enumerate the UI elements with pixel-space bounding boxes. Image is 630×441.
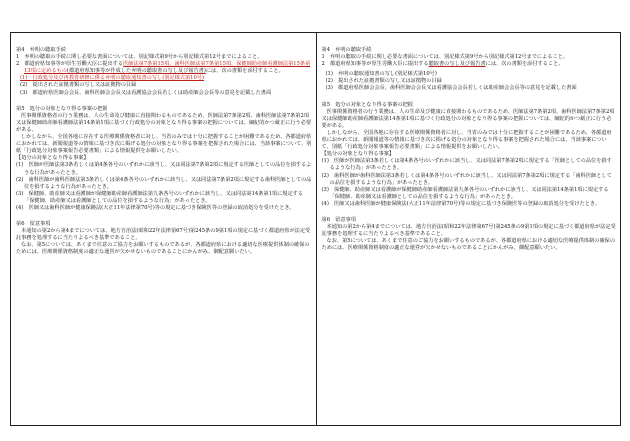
current-column xyxy=(316,33,621,425)
section-6-para-2: なお、第5については、あくまで任意のご協力をお願いするものであるが、各都道府県における適切な医療提供体制の確保のためには、医療関係資格制度の適正な運営が欠かせないものであることにかんがみ、御配意願いたい。 xyxy=(321,238,616,252)
section-5-item-3: (3) 保健師、助産師又は看護師が保健師助産師看護師法第九条各号のいずれかに該当し、又は同法第14条第1項に規定する「保健師、助産師又は看護師としての品位を損するような行為」があったとき。 xyxy=(321,186,609,200)
section-5-item-2: (2) 歯科医師が歯科医師法第3条若しくは第4条各号のいずれかに該当し、又は同法第7条第2項に規定する「歯科医師としての品位を損するような行為」があったとき。 xyxy=(321,172,612,186)
comparison-table xyxy=(10,32,621,426)
section-5-box-heading: 【処分の対象となり得る事案】 xyxy=(321,151,395,158)
section-4-item-2: (2) 提出された証拠書類の写し又は証拠物の目録 xyxy=(20,82,137,89)
section-5-title: 第5 処分の対象となり得る事案の把握 xyxy=(16,105,108,112)
section-5-box-heading: 【処分の対象となり得る事案】 xyxy=(16,155,89,162)
section-6-title: 第6 留意事項 xyxy=(321,216,356,223)
section-5-para-1: 医事関係資格者の行う業務は、人の生命及び健康に直接関わるものであるため、医師法第7条第2項、歯科医師法第7条第2項又は保健師助産師看護師法第14条第1項に基づく行政処分の対象となり得る事案の把握については、綱紀的かつ厳正に行う必要がある。 xyxy=(321,108,615,129)
section-4-item-1: (1) 弁明の聴取通知書の写し(別記様式第10号) xyxy=(325,71,437,78)
section-5-item-4: (4) 医師又は歯科医師が健康保険法(大正11年法律第70号)等の規定に基づき保険医等の登録の取消処分を受けたとき。 xyxy=(321,200,601,207)
section-4-title: 第4 弁明の聴取手続 xyxy=(321,47,372,53)
amended-text-2: (都道府県知事等が作成した弁明の聴取書の写し及び報告書) xyxy=(66,68,206,75)
section-4-item-3: (3) 都道府県医師会会長、歯科医師会会長又は看護協会会長若しくは助産師会会長等の意見を記載した書面 xyxy=(20,89,272,96)
section-5-item-4: (4) 医師又は歯科医師が健康保険法(大正11年法律第70号)等の規定に基づき保険医等の登録の取消処分を受けたとき。 xyxy=(16,204,295,211)
section-5-title: 第5 処分の対象となり得る事案の把握 xyxy=(321,101,413,108)
section-4-para-2: 2 都道府県知事等が厚生労働大臣に提出する医師法第7条第15項、歯科医師法第7条第15項、保健師助産師看護師法第15条第13項に定めるもの(都道府県知事等が作成した弁明の聴取書の写し及び報告書)には、次の書類を添付すること。 xyxy=(16,61,311,75)
section-4-para-1: 1 弁明の聴取の手続に関し必要な書面については、別記様式第9号から別記様式第12号までによること。 xyxy=(16,54,263,61)
section-4-para-1: 1 弁明の聴取の手続に関し必要な書面については、別記様式第9号から別記様式第12号までによること。 xyxy=(321,54,569,61)
amended-text: 聴取書の写し及び報告書 xyxy=(428,61,486,68)
section-6-title: 第6 留意事項 xyxy=(16,221,51,228)
section-6-para-1: 本通知の第2から第4までについては、地方自治法(昭和22年法律第67号)第245条の9第1項の規定に基づく都道府県が法定受託事務を処理するに当たりよるべき基準であること。 xyxy=(321,224,616,238)
section-5-item-2: (2) 歯科医師が歯科医師法第3条若しくは第4条各号のいずれかに該当し、又は同法第7条第2項に規定する歯科医師としての品位を損するような行為があったとき。 xyxy=(16,176,312,190)
section-5-para-1: 医事関係資格者の行う業務は、人の生命及び健康に直接関わるものであるため、医師法第7条第2項、歯科医師法第7条第2項又は保健師助産師看護師法第14条第1項に基づく行政処分の対象となり得る事案の把握については、綱紀的かつ厳正に行う必要がある。 xyxy=(16,112,312,133)
section-6-para-2: なお、第5については、あくまで任意のご協力をお願いするものであるが、各都道府県における適切な医療提供体制の確保のためには、医療関係資格制度の適正な運営が欠かせないものであることにかんがみ、御配意願いたい。 xyxy=(16,242,310,256)
amended-text: 医師法第7条第15項、歯科医師法第7条第15項、保健師助産師看護師法第15条第13項に定めるもの xyxy=(24,61,311,75)
section-5-para-2: しかしながら、全国各地に存在する医療関係資格者に対し、当省のみでは十分に把握することが困難であるため、各都道府県におかれては、新聞報道等の情報に基づき次に掲げる処分の対象となり得る事案を把握された場合には、当該事案について、別紙「行政処分対象事案報告必要書類」による情報提供をお願いしたい。 xyxy=(321,129,612,151)
section-4-item-3: (3) 都道府県医師会会長、歯科医師会会長又は看護協会会長若しくは助産師会会長等の意見を記載した書面 xyxy=(325,85,577,92)
section-4-item-2: (2) 提出された証拠書類の写し又は証拠物の目録 xyxy=(325,78,442,85)
section-4-title: 第4 弁明の聴取手続 xyxy=(16,47,66,53)
revised-column xyxy=(11,33,316,425)
section-5-item-1: (1) 医師が医師法第3条若しくは第4条各号のいずれかに該当し、又は同法第7条第2項に規定する「医師としての品位を損するような行為」があったとき。 xyxy=(321,158,612,172)
section-5-item-1: (1) 医師が医師法第3条若しくは第4条各号のいずれかに該当し、又は同法第7条第2項に規定する医師としての品位を損するような行為があったとき。 xyxy=(16,162,312,176)
section-5-para-2: しかしながら、全国各地に存在する医療関係資格者に対し、当省のみでは十分に把握することが困難であるため、各都道府県におかれては、新聞報道等の情報に基づき次に掲げる処分の対象となり得る事案を把握された場合には、当該事案について、別紙「行政処分対象事案報告必要書類」による情報提供をお願いしたい。 xyxy=(16,134,312,155)
section-4-para-2: 2 都道府県知事等が厚生労働大臣に提出する聴取書の写し及び報告書には、次の書類を添付すること。 xyxy=(321,61,564,68)
section-4-item-1: (1) 行政処分及び再教育研修に係る弁明の聴取通知書の写し(別記様式第10号) xyxy=(20,75,204,82)
section-6-para-1: 本通知の第2から第4までについては、地方自治法(昭和22年法律第67号)第245条の9第1項の規定に基づく都道府県が法定受託事務を処理するに当たりよるべき基準であること。 xyxy=(16,228,311,242)
section-5-item-3: (3) 保健師、助産師又は看護師が保健師助産師看護師法第九条各号のいずれかに該当し、又は同法第14条第1項に規定する「保健師、助産師又は看護師としての品位を損するような行為」があったとき。 xyxy=(16,190,304,204)
